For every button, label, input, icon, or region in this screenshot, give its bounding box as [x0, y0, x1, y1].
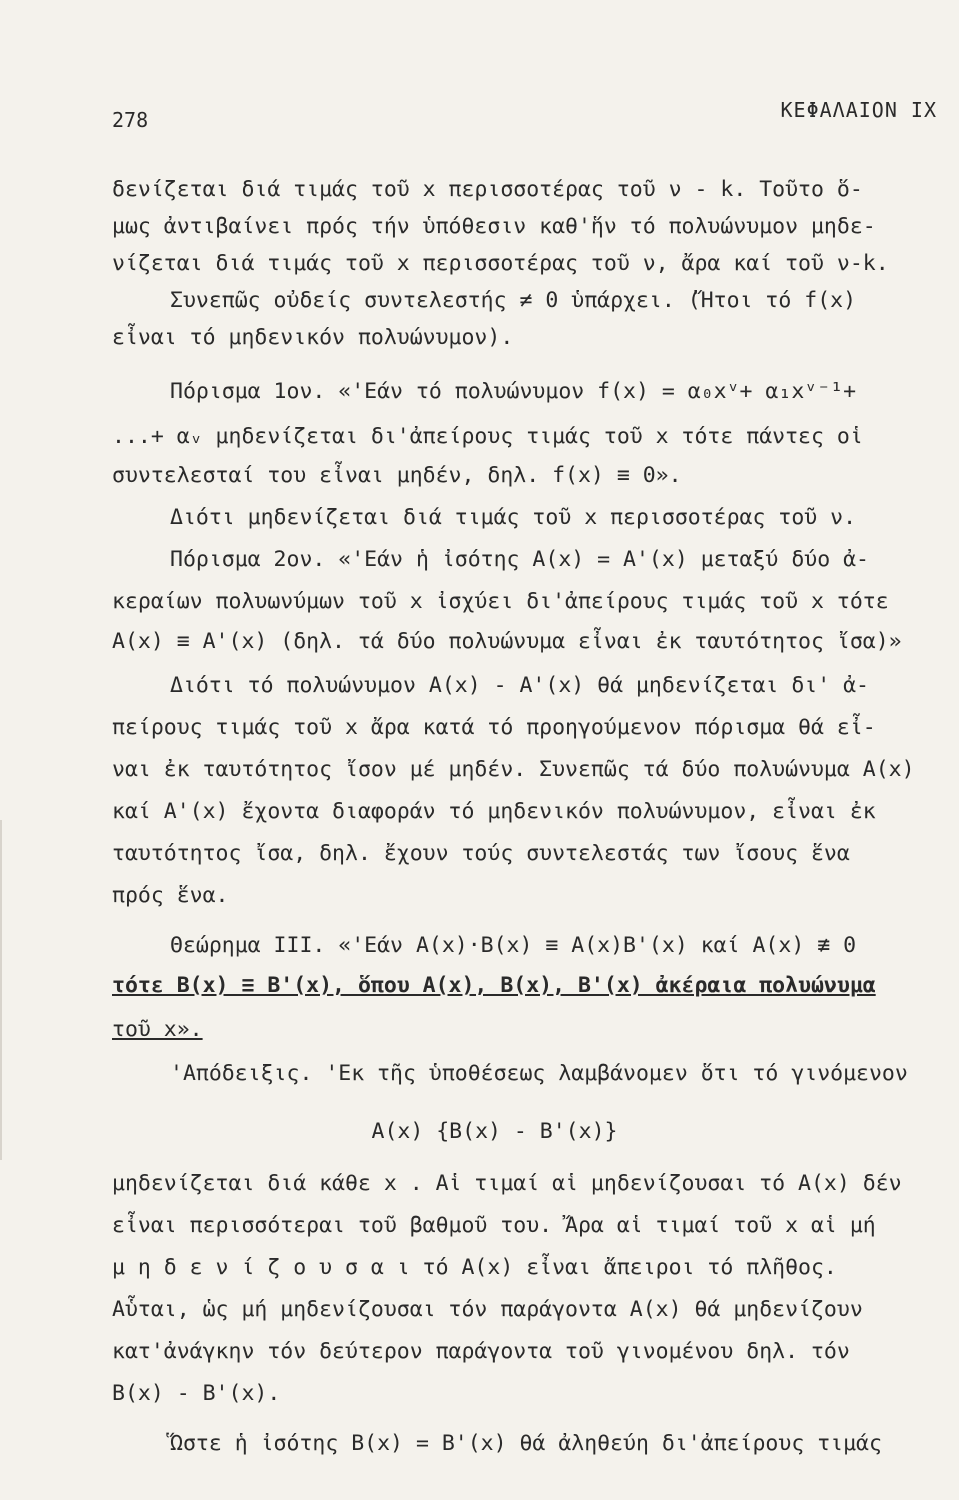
text-line: Ὥστε ἡ ἰσότης B(x) = B'(x) θά ἀληθεύη δι'ἀπείρους τιμάς	[170, 1431, 882, 1456]
text-line: εἶναι περισσότεραι τοῦ βαθμοῦ του. Ἄρα αἱ τιμαί τοῦ x αἱ μή	[112, 1213, 876, 1238]
text-line: καί A'(x) ἔχοντα διαφοράν τό μηδενικόν πολυώνυμον, εἶναι ἐκ	[112, 799, 876, 824]
text-line: Συνεπῶς οὐδείς συντελεστής ≠ 0 ὑπάρχει. (Ἤτοι τό f(x)	[170, 288, 857, 313]
text-line: μ η δ ε ν ί ζ ο υ σ α ι τό A(x) εἶναι ἄπειροι τό πλῆθος.	[112, 1255, 837, 1280]
theorem-3-statement-end: τοῦ x».	[112, 1017, 203, 1042]
theorem-3-heading: Θεώρημα III. «'Εάν A(x)·B(x) ≡ A(x)B'(x) καί A(x) ≢ 0	[170, 933, 857, 958]
text-line: εἶναι τό μηδενικόν πολυώνυμον).	[112, 325, 514, 350]
text-line: μως ἀντιβαίνει πρός τήν ὑπόθεσιν καθ'ἥν τό πολυώνυμον μηδε-	[112, 214, 876, 239]
text-line: Αὗται, ὡς μή μηδενίζουσαι τόν παράγοντα A(x) θά μηδενίζουν	[112, 1297, 863, 1322]
formula-line: A(x) {B(x) - B'(x)}	[371, 1119, 618, 1144]
text-line: μηδενίζεται διά κάθε x . Αἱ τιμαί αἱ μηδενίζουσαι τό A(x) δέν	[112, 1171, 902, 1196]
text-line: A(x) ≡ A'(x) (δηλ. τά δύο πολυώνυμα εἶναι ἐκ ταυτότητος ἴσα)»	[112, 629, 902, 654]
text-line: νίζεται διά τιμάς τοῦ x περισσοτέρας τοῦ ν, ἄρα καί τοῦ ν-k.	[112, 251, 889, 276]
margin-mark	[0, 820, 18, 1160]
text-line: πρός ἕνα.	[112, 883, 229, 908]
page-number: 278	[112, 108, 149, 132]
text-line: συντελεσταί του εἶναι μηδέν, δηλ. f(x) ≡ 0».	[112, 463, 682, 488]
text-line: πείρους τιμάς τοῦ x ἄρα κατά τό προηγούμενον πόρισμα θά εἶ-	[112, 715, 876, 740]
chapter-title: ΚΕΦΑΛΑΙΟΝ IX	[780, 98, 937, 122]
page-header	[112, 98, 937, 138]
text-line: ...+ αᵥ μηδενίζεται δι'ἀπείρους τιμάς τοῦ x τότε πάντες οἱ	[112, 424, 863, 449]
corollary-2-heading: Πόρισμα 2ον. «'Εάν ἡ ἰσότης A(x) = A'(x) μεταξύ δύο ἀ-	[170, 547, 869, 572]
text-line: ταυτότητος ἴσα, δηλ. ἔχουν τούς συντελεστάς των ἴσους ἕνα	[112, 841, 850, 866]
text-line: κατ'ἀνάγκην τόν δεύτερον παράγοντα τοῦ γινομένου δηλ. τόν	[112, 1339, 850, 1364]
text-line: Διότι τό πολυώνυμον A(x) - A'(x) θά μηδενίζεται δι' ἀ-	[170, 673, 869, 698]
corollary-1-heading: Πόρισμα 1ον. «'Εάν τό πολυώνυμον f(x) = α₀xᵛ+ α₁xᵛ⁻¹+	[170, 379, 857, 404]
text-line: δενίζεται διά τιμάς τοῦ x περισσοτέρας τοῦ ν - k. Τοῦτο ὅ-	[112, 177, 863, 202]
proof-heading: 'Απόδειξις. 'Εκ τῆς ὑποθέσεως λαμβάνομεν ὅτι τό γινόμενον	[170, 1061, 908, 1086]
text-line: κεραίων πολυωνύμων τοῦ x ἰσχύει δι'ἀπείρους τιμάς τοῦ x τότε	[112, 589, 889, 614]
text-line: B(x) - B'(x).	[112, 1381, 281, 1406]
text-line: Διότι μηδενίζεται διά τιμάς τοῦ x περισσοτέρας τοῦ ν.	[170, 505, 857, 530]
text-line: ναι ἐκ ταυτότητος ἴσον μέ μηδέν. Συνεπῶς τά δύο πολυώνυμα A(x)	[112, 757, 915, 782]
theorem-3-statement: τότε B(x) ≡ B'(x), ὅπου A(x), B(x), B'(x) ἀκέραια πολυώνυμα	[112, 973, 876, 998]
